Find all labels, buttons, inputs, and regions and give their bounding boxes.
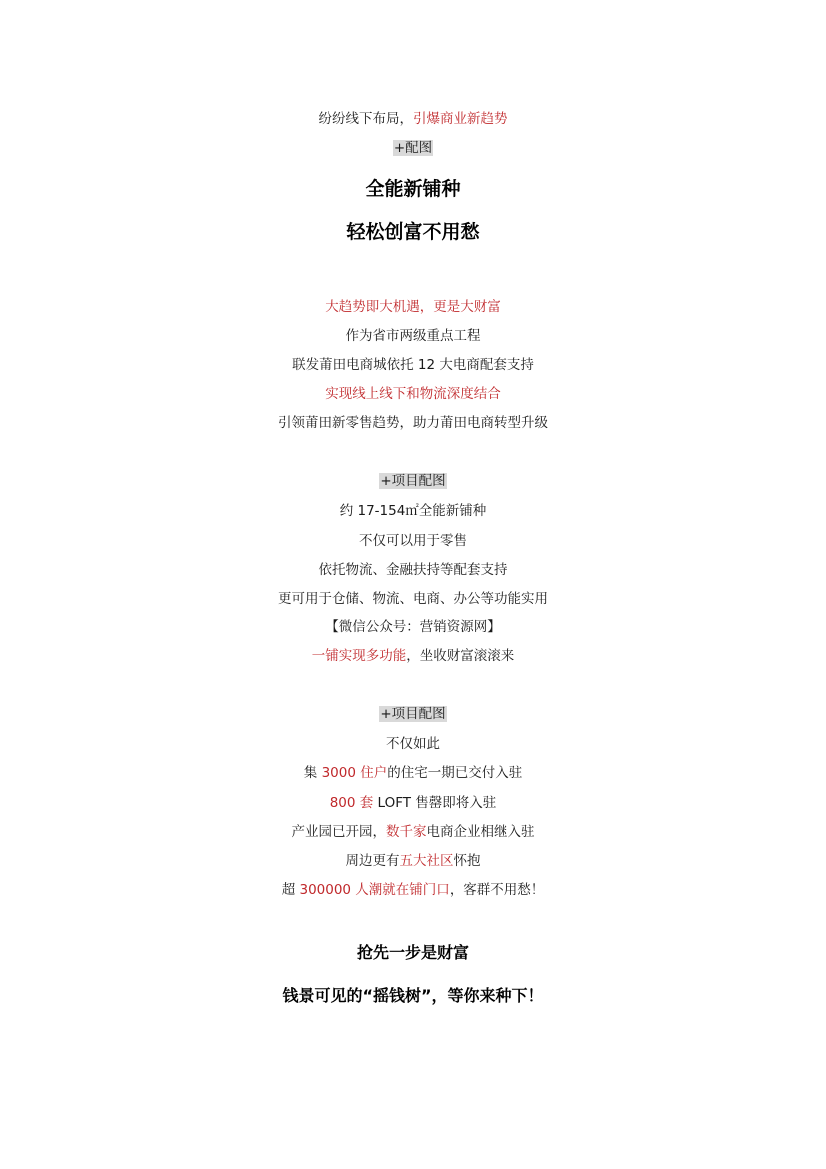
section3-line-c bbox=[0, 794, 826, 812]
intro-line bbox=[0, 110, 826, 128]
intro-text: 纷纷线下布局， bbox=[318, 111, 413, 127]
section2-line-b: 不仅可以用于零售 bbox=[359, 533, 467, 549]
section2-line-f-highlight: 一铺实现多功能 bbox=[311, 648, 407, 664]
section3-line-e-post: 怀抱 bbox=[453, 853, 481, 869]
headline-line-2: 轻松创富不用愁 bbox=[346, 221, 480, 243]
section3-line-d-pre: 产业园已开园， bbox=[291, 824, 386, 840]
section3-line-b bbox=[0, 764, 826, 782]
section2-line-e: 【微信公众号：营销资源网】 bbox=[325, 619, 501, 635]
image-tag-label: +项目配图 bbox=[380, 473, 446, 489]
section1-red-line-d: 实现线上线下和物流深度结合 bbox=[325, 386, 501, 402]
section3-line-f bbox=[0, 881, 826, 899]
section3-line-f-highlight: 300000 人潮就在铺门口 bbox=[299, 882, 450, 898]
section2-line-f-text: ，坐收财富滚滚来 bbox=[406, 648, 515, 664]
section3-line-b-highlight: 3000 住户 bbox=[321, 765, 388, 781]
section3-line-d-highlight: 数千家 bbox=[386, 824, 427, 840]
section1-line-e: 引领莆田新零售趋势，助力莆田电商转型升级 bbox=[278, 415, 548, 431]
section3-line-b-post: 的住宅一期已交付入驻 bbox=[387, 765, 523, 781]
section3-line-d bbox=[0, 823, 826, 841]
section2-line-f bbox=[0, 647, 826, 665]
section2-line-a: 约 17-154㎡全能新铺种 bbox=[339, 503, 487, 519]
section3-line-d-post: 电商企业相继入驻 bbox=[426, 824, 535, 840]
closing-line-1: 抢先一步是财富 bbox=[356, 943, 469, 962]
closing-line-2: 钱景可见的“摇钱树”，等你来种下！ bbox=[282, 986, 544, 1005]
section1-line-b: 作为省市两级重点工程 bbox=[345, 328, 481, 344]
section3-line-e bbox=[0, 852, 826, 870]
section3-line-e-highlight: 五大社区 bbox=[399, 853, 454, 869]
section3-line-c-highlight: 800 套 bbox=[329, 795, 374, 811]
section3-image-tag bbox=[0, 705, 826, 723]
headline-line-1: 全能新铺种 bbox=[365, 178, 461, 200]
section3-line-f-pre: 超 bbox=[281, 882, 300, 898]
image-tag-label: +配图 bbox=[393, 140, 433, 156]
section1-red-line-a: 大趋势即大机遇，更是大财富 bbox=[325, 299, 501, 315]
section3-line-c-post: LOFT 售罄即将入驻 bbox=[373, 795, 497, 811]
section1-line-c: 联发莆田电商城依托 12 大电商配套支持 bbox=[292, 357, 534, 373]
section2-line-d: 更可用于仓储、物流、电商、办公等功能实用 bbox=[278, 591, 548, 607]
section3-line-a: 不仅如此 bbox=[386, 736, 440, 752]
section2-line-c: 依托物流、金融扶持等配套支持 bbox=[318, 562, 508, 578]
image-placeholder-tag bbox=[0, 139, 826, 157]
section3-line-e-pre: 周边更有 bbox=[345, 853, 400, 869]
section3-line-b-pre: 集 bbox=[303, 765, 322, 781]
section2-image-tag bbox=[0, 472, 826, 490]
image-tag-label: +项目配图 bbox=[380, 706, 446, 722]
section3-line-f-post: ，客群不用愁！ bbox=[449, 882, 545, 898]
intro-highlight-text: 引爆商业新趋势 bbox=[413, 111, 508, 127]
